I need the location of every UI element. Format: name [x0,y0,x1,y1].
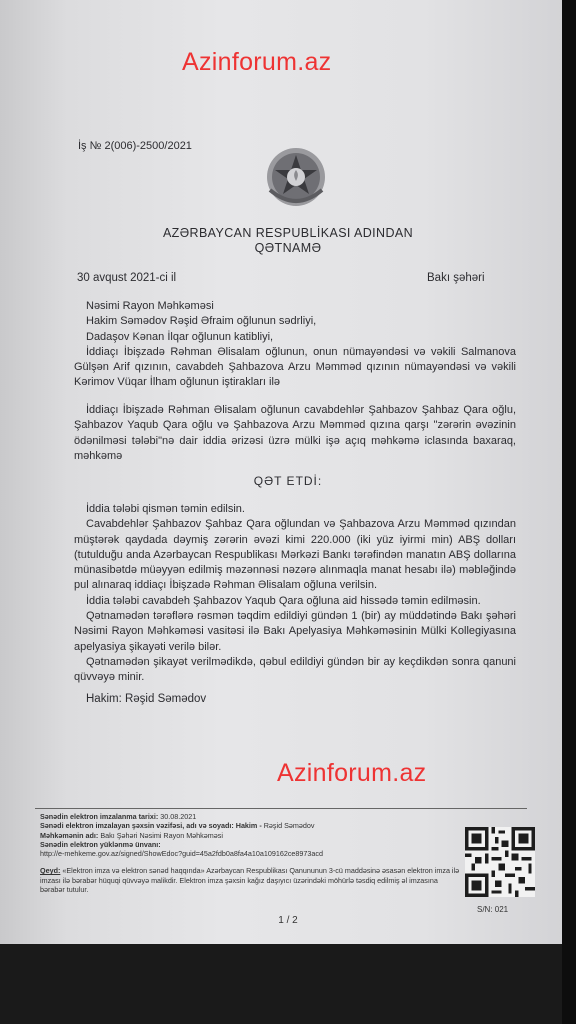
court-secretary: Dadaşov Kənan İlqar oğlunun katibliyi, [86,330,274,343]
decision-p5: Qətnamədən şikayət verilmədikdə, qəbul edildiyi gündən bir ay keçdikdən sonra qanuni qüvvəyə minir. [74,655,516,684]
watermark-bottom: Azinforum.az [277,759,427,787]
judge-signature: Hakim: Rəşid Səmədov [86,693,207,705]
document-date: 30 avqust 2021-ci il [77,272,177,284]
intro-paragraph [74,403,516,464]
decided-heading: QƏT ETDİ: [253,474,323,488]
note-label: Qeyd: [40,866,61,876]
note-text: «Elektron imza və elektron sənəd haqqında» Azərbaycan Respublikası Qanununun 3-cü maddəsinə əsasən elektron imza ilə imzası ilə bərabər hüquqi qüvvəyə malikdir. Elektron imza şəxsin kağız daşıyıcı üzərindəki möhürlə təsdiq edilmiş əl imzasına bərabər tutulur. [40,866,460,895]
signed-date-value: 30.08.2021 [160,812,197,821]
court-judge: Hakim Səmədov Rəşid Əfraim oğlunun sədrliyi, [86,315,317,328]
document-url[interactable]: http://e-mehkeme.gov.az/signed/ShowEdoc?guid=45a2fdb0a8fa4a10a109162ce8973acd [40,849,323,859]
court-participants: İddiaçı İbişzadə Rəhman Əlisalam oğlunun, onun nümayəndəsi və vəkili Salmanova Gülşən Arif qızının, cavabdeh Şahbazova Arzu Məmməd qızının nümayəndəsi və vəkili Kərimov Vüqar İlham oğlunun iştirakları ilə [74,345,516,389]
decision-block [74,502,516,686]
decision-p4: Qətnamədən tərəflərə rəsmən təqdim edildiyi gündən 1 (bir) ay müddətində Bakı şəhəri Nəsimi Rayon Məhkəməsi vasitəsi ilə Bakı Apelyasiya Məhkəməsinin Mülki Kollegiyasına apelyasiya şikayəti verilə bilər. [74,610,516,653]
court-label: Məhkəmənin adı: [40,830,99,840]
intro-text: İddiaçı İbişzadə Rəhman Əlisalam oğlunun cavabdehlər Şahbazov Şahbaz Qara oğlu, Şahbazov Yaqub Qara oğlu və Şahbazova Arzu Məmməd qızına qarşı "zərərin əvəzinin ödənilməsi tələbi"nə dair iddia ərizəsi üzrə mülki işə açıq məhkəmə iclasında baxaraq, məhkəmə [74,404,516,462]
url-label: Sənədin elektron yüklənmə ünvanı: [40,839,161,849]
case-number: İş № 2(006)-2500/2021 [78,140,192,152]
signer-label: Sənədi elektron imzalayan şəxsin vəzifəsi, adı və soyadı: Hakim - [40,821,262,831]
court-name: Nəsimi Rayon Məhkəməsi [86,300,214,312]
serial-number: S/N: 021 [477,905,509,914]
photo-edge [562,0,576,1024]
decision-p3: İddia tələbi cavabdeh Şahbazov Yaqub Qara oğluna aid hissədə təmin edilməsin. [86,594,481,607]
court-block [74,299,516,391]
coat-of-arms-icon [264,146,328,212]
watermark-top: Azinforum.az [182,48,332,76]
court-value: Bakı Şəhəri Nəsimi Rayon Məhkəməsi [100,830,223,840]
document-subtitle: QƏTNAMƏ [254,241,322,255]
qr-code-icon[interactable] [465,826,535,898]
page-number: 1 / 2 [278,915,298,926]
footer-divider [35,808,527,809]
decision-p2: Cavabdehlər Şahbazov Şahbaz Qara oğlundan və Şahbazova Arzu Məmməd qızından müştərək qaydada dəymiş zərərin əvəzi kimi 220.000 (iki yüz iyirmi min) ABŞ dolları (tutulduğu anda Azərbaycan Respublikası Mərkəzi Bankı tərəfindən manatın ABŞ dollarına münasibətdə müəyyən edilmiş məzənnəsi nəzərə alınmaqla manat hesabı ilə) məbləğində pul alınaraq iddiaçı İbişzadə Rəhman Əlisalam oğluna verilsin. [74,518,516,592]
document-title: AZƏRBAYCAN RESPUBLİKASI ADINDAN [162,226,414,240]
document-city: Bakı şəhəri [427,272,485,284]
decision-p1: İddia tələbi qismən təmin edilsin. [86,503,245,515]
footer-meta [40,812,460,894]
signed-date-label: Sənədin elektron imzalanma tarixi: [40,812,159,821]
signer-value: Rəşid Səmədov [263,821,315,831]
